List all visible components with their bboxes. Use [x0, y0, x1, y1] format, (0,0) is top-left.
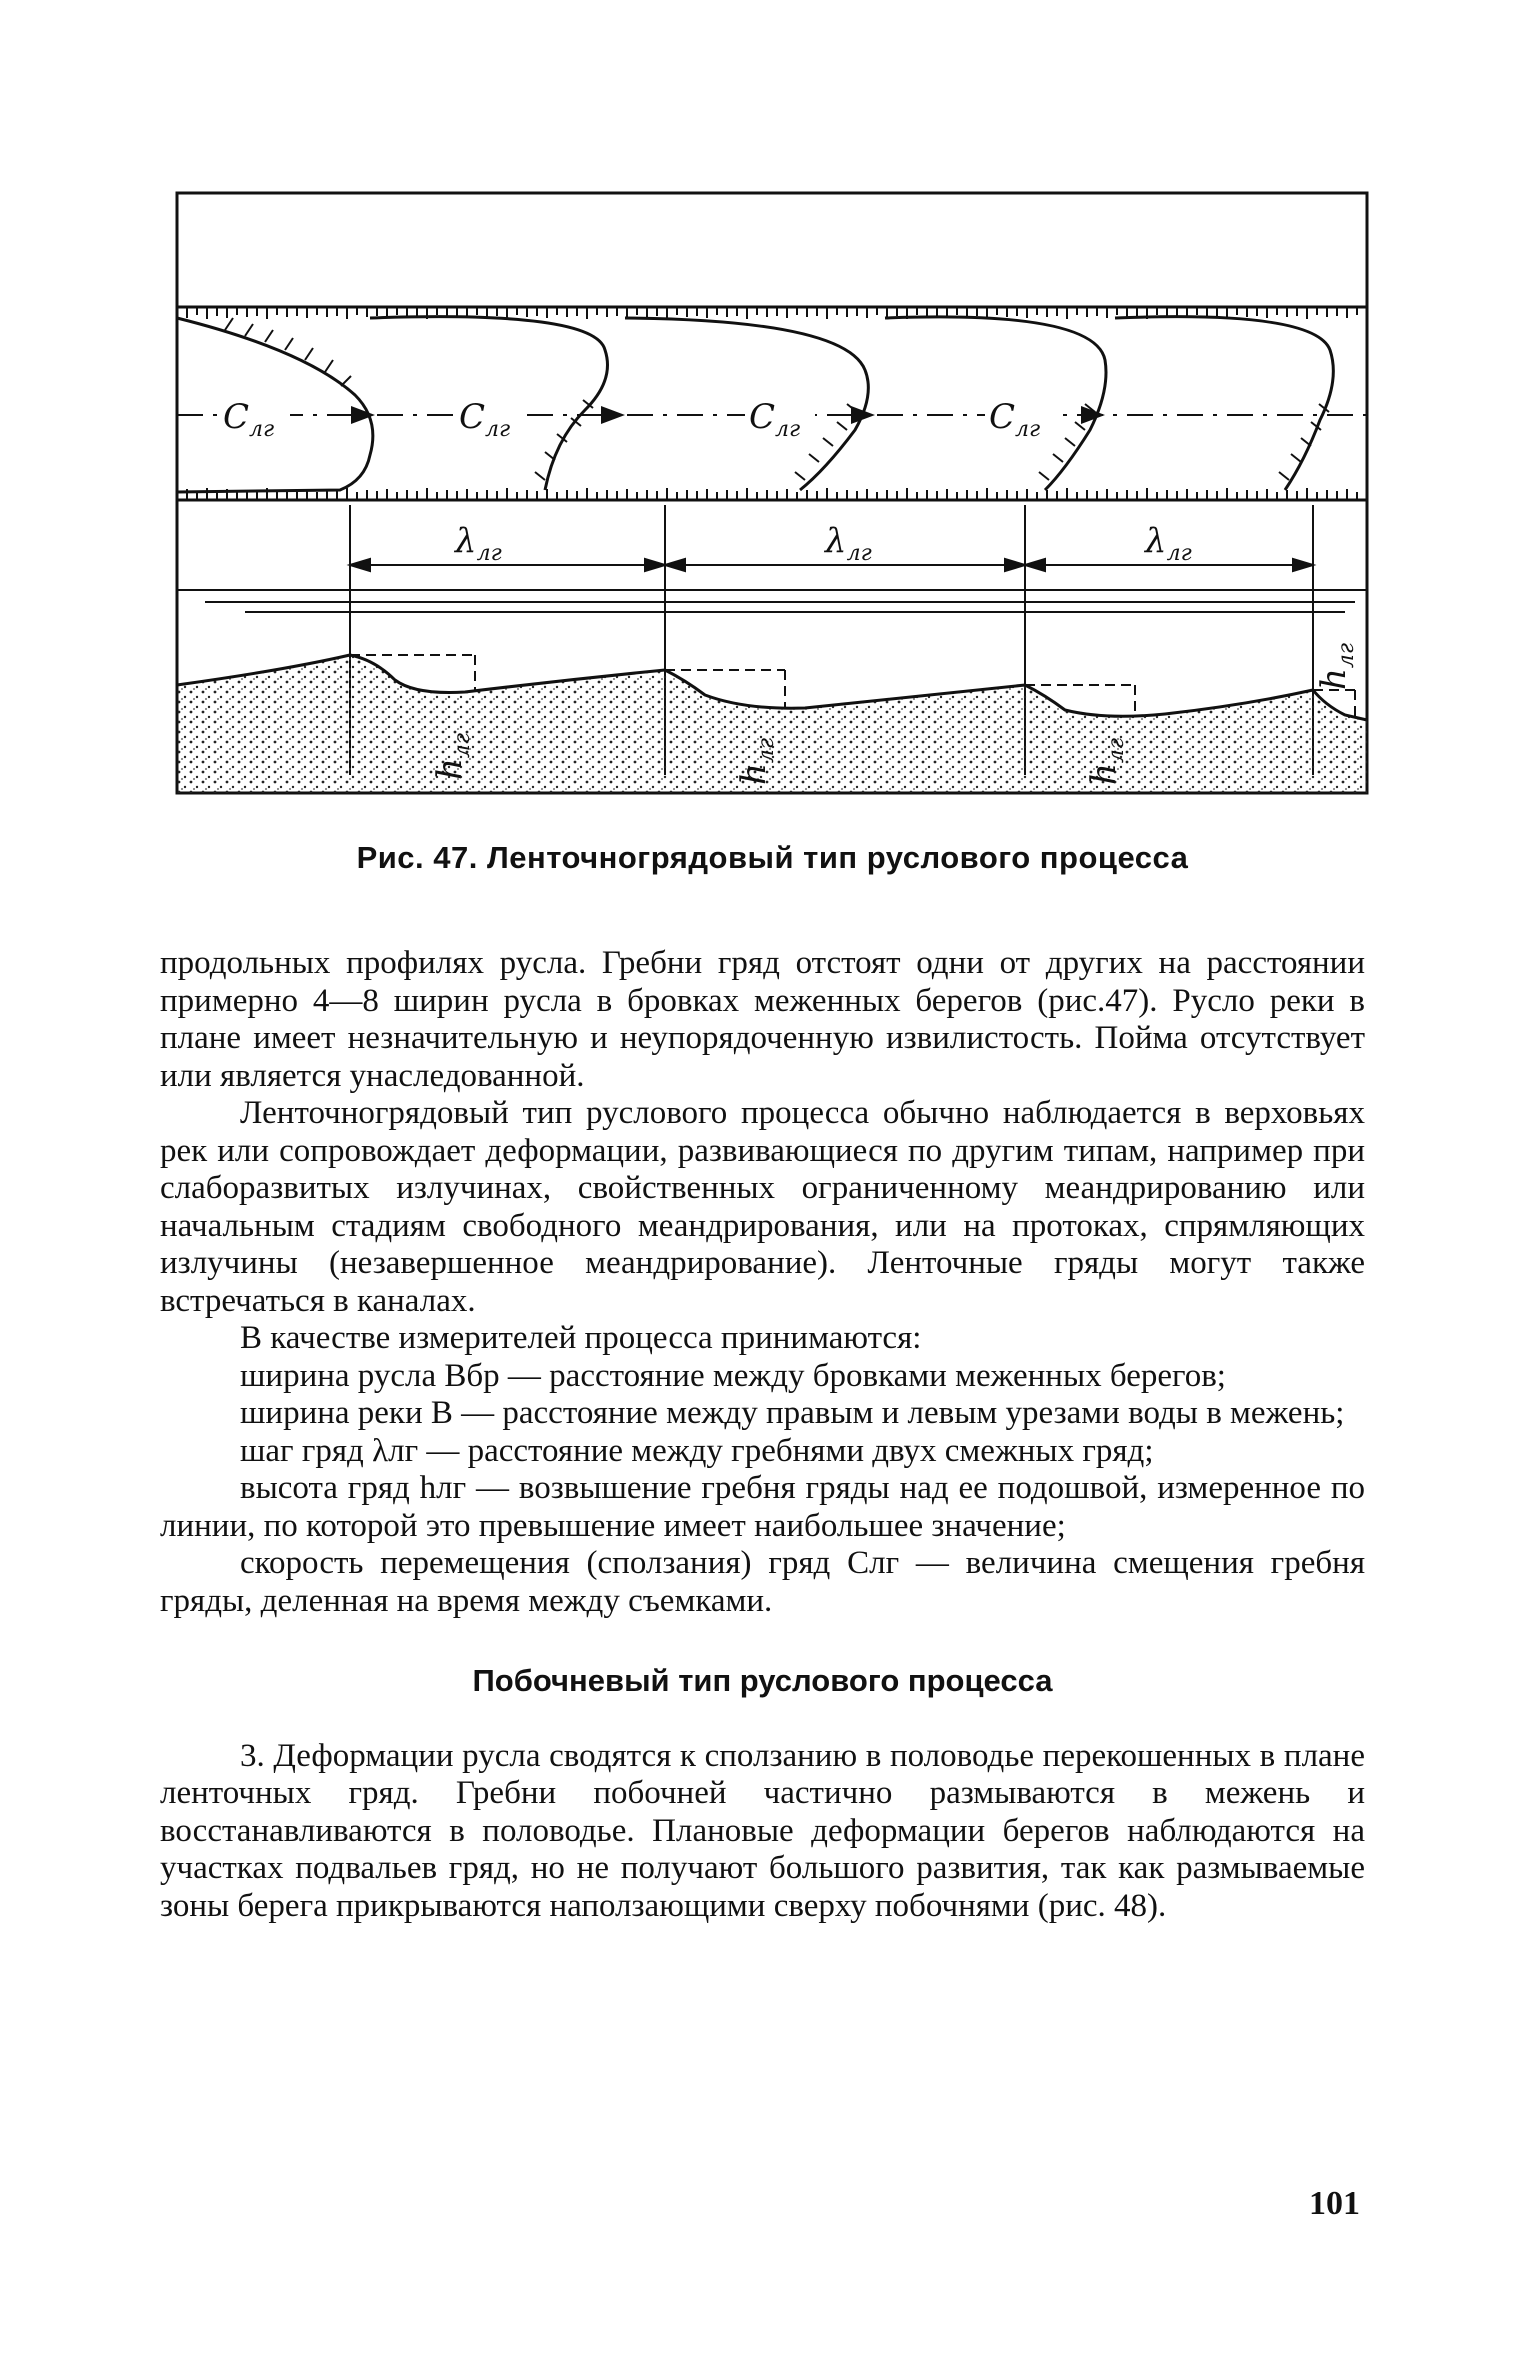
svg-text:Cлг: $C_{лг}$: [459, 397, 511, 442]
lambda-labels: [453, 521, 1192, 566]
page-number: 101: [1309, 2185, 1360, 2222]
figure-caption: Рис. 47. Ленточногрядовый тип руслового процесса: [356, 840, 1189, 875]
figure-47-diagram: [165, 190, 1380, 800]
paragraph: В качестве измерителей процесса принимаются:: [240, 1320, 922, 1356]
definition-item: ширина реки B — расстояние между правым и левым урезами воды в межень;: [240, 1395, 1345, 1431]
body-text: [160, 945, 1365, 1925]
svg-text:Cлг: $C_{лг}$: [989, 397, 1041, 442]
paragraph: продольных профилях русла. Гребни гряд отстоят одни от других на расстоянии примерно 4—8 ширин русла в бровках меженных берегов (рис.47). Русло реки в плане имеет незначительную и неупорядоченную извилистость. Пойма отсутствует или является унаследованной.: [160, 945, 1365, 1094]
water-surface: [177, 590, 1367, 612]
paragraph: Ленточногрядовый тип руслового процесса обычно наблюдается в верховьях рек или сопровождает деформации, развивающиеся по другим типам, например при слаборазвитых излучинах, свойственных ограниченному меандрированию или начальным стадиям свободного меандрирования, или на протоках, спрямляющих излучины (незавершенное меандрирование). Ленточные гряды могут также встречаться в каналах.: [160, 1095, 1365, 1319]
svg-text:hлг: $h_{лг}$: [1314, 642, 1359, 690]
svg-text:hлг: $h_{лг}$: [1084, 737, 1129, 785]
definition-item: высота гряд hлг — возвышение гребня гряды над ее подошвой, измеренное по линии, по которой это превышение имеет наибольшее значение;: [160, 1470, 1365, 1544]
definition-item: скорость перемещения (сползания) гряд Cлг — величина смещения гребня гряды, деленная на время между съемками.: [160, 1545, 1365, 1619]
svg-text:hлг: $h_{лг}$: [430, 732, 475, 780]
svg-text:λлг: $\lambda_{лг}$: [825, 521, 872, 566]
svg-text:Cлг: $C_{лг}$: [223, 397, 275, 442]
svg-text:λлг: $\lambda_{лг}$: [455, 521, 502, 566]
definition-item: ширина русла Bбр — расстояние между бровками меженных берегов;: [240, 1357, 1226, 1394]
svg-text:Cлг: $C_{лг}$: [749, 397, 801, 442]
bottom-bank-hatch: [177, 488, 1367, 500]
paragraph: 3. Деформации русла сводятся к сползанию в половодье перекошенных в плане ленточных гряд. Гребни побочней частично размываются в межень и восстанавливаются в половодье. Плановые деформации берегов наблюдаются на участках подвальев гряд, но не получают большого развития, так как размываемые зоны берега прикрываются наползающими сверху побочнями (рис. 48).: [160, 1737, 1365, 1924]
svg-text:λлг: $\lambda_{лг}$: [1145, 521, 1192, 566]
definition-item: шаг гряд λлг — расстояние между гребнями двух смежных гряд;: [240, 1432, 1154, 1469]
section-heading: Побочневый тип руслового процесса: [472, 1663, 1053, 1698]
svg-text:hлг: $h_{лг}$: [734, 737, 779, 785]
